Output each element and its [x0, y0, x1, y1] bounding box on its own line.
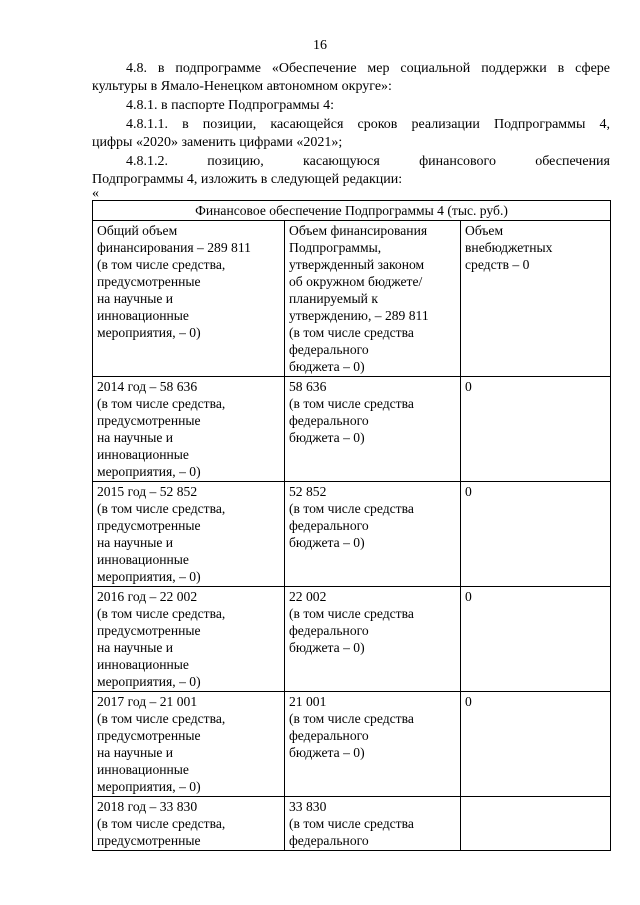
row-2017-total-cell: [93, 692, 285, 797]
cell-text-line: (в том числе средства: [289, 325, 414, 340]
table-title-row: [93, 201, 611, 221]
cell-text-line: Общий объем: [97, 223, 178, 238]
cell-text-line: об окружном бюджете/: [289, 274, 423, 289]
cell-text-line: 2018 год – 33 830: [97, 799, 198, 814]
row-2014-extrabudget-cell: [461, 377, 611, 482]
cell-text-line: федерального: [289, 413, 369, 428]
cell-text-line: Подпрограммы,: [289, 240, 382, 255]
cell-text-line: утвержденный законом: [289, 257, 425, 272]
cell-text-line: финансирования – 289 811: [97, 240, 251, 255]
cell-text-line: мероприятия, – 0): [97, 464, 201, 479]
cell-text-line: (в том числе средства,: [97, 711, 226, 726]
cell-text-line: бюджета – 0): [289, 745, 365, 760]
cell-text-line: (в том числе средства,: [97, 606, 226, 621]
cell-text-line: внебюджетных: [465, 240, 553, 255]
cell-text-line: (в том числе средства: [289, 501, 414, 516]
cell-text-line: планируемый к: [289, 291, 378, 306]
table-row: [93, 797, 611, 851]
row-2017-program-cell: [285, 692, 461, 797]
table-row: [93, 587, 611, 692]
cell-text-line: предусмотренные: [97, 728, 201, 743]
paragraph-4-8-1-1-line2: цифры «2020» заменить цифрами «2021»;: [92, 135, 343, 150]
cell-text-line: федерального: [289, 833, 369, 848]
cell-text-line: инновационные: [97, 657, 189, 672]
cell-text-line: федерального: [289, 342, 369, 357]
cell-text-line: утверждению, – 289 811: [289, 308, 429, 323]
cell-text-line: 0: [465, 694, 472, 709]
cell-text-line: (в том числе средства,: [97, 396, 226, 411]
row-2015-extrabudget-cell: [461, 482, 611, 587]
cell-text-line: на научные и: [97, 745, 174, 760]
header-total-cell: [93, 221, 285, 377]
row-2017-extrabudget-cell: [461, 692, 611, 797]
row-2018-total-cell: [93, 797, 285, 851]
cell-text-line: 2016 год – 22 002: [97, 589, 198, 604]
opening-quote: «: [92, 186, 99, 201]
cell-text-line: предусмотренные: [97, 623, 201, 638]
cell-text-line: инновационные: [97, 762, 189, 777]
table-header-row: [93, 221, 611, 377]
cell-text-line: 58 636: [289, 379, 327, 394]
cell-text-line: бюджета – 0): [289, 430, 365, 445]
cell-text-line: на научные и: [97, 291, 174, 306]
cell-text-line: мероприятия, – 0): [97, 569, 201, 584]
cell-text-line: 21 001: [289, 694, 327, 709]
table-title: Финансовое обеспечение Подпрограммы 4 (тыс. руб.): [93, 201, 611, 221]
cell-text-line: федерального: [289, 728, 369, 743]
table-row: [93, 482, 611, 587]
cell-text-line: 2017 год – 21 001: [97, 694, 198, 709]
row-2016-program-cell: [285, 587, 461, 692]
row-2018-extrabudget-cell: [461, 797, 611, 851]
row-2016-total-cell: [93, 587, 285, 692]
cell-text-line: (в том числе средства: [289, 606, 414, 621]
table-row: [93, 377, 611, 482]
financing-table: [92, 200, 611, 851]
cell-text-line: (в том числе средства,: [97, 501, 226, 516]
row-2015-total-cell: [93, 482, 285, 587]
cell-text-line: Объем: [465, 223, 504, 238]
row-2014-program-cell: [285, 377, 461, 482]
cell-text-line: 0: [465, 379, 472, 394]
paragraph-4-8-line2: культуры в Ямало-Ненецком автономном округе»:: [92, 79, 392, 94]
page-number: 16: [313, 38, 327, 53]
paragraph-4-8-1-2-line1: 4.8.1.2. позицию, касающуюся финансового обеспечения: [126, 154, 610, 169]
row-2018-program-cell: [285, 797, 461, 851]
table-row: [93, 692, 611, 797]
cell-text-line: 0: [465, 589, 472, 604]
cell-text-line: предусмотренные: [97, 413, 201, 428]
cell-text-line: (в том числе средства: [289, 396, 414, 411]
header-extrabudget-cell: [461, 221, 611, 377]
cell-text-line: федерального: [289, 518, 369, 533]
cell-text-line: предусмотренные: [97, 518, 201, 533]
cell-text-line: 0: [465, 484, 472, 499]
cell-text-line: 33 830: [289, 799, 327, 814]
cell-text-line: мероприятия, – 0): [97, 325, 201, 340]
cell-text-line: инновационные: [97, 308, 189, 323]
cell-text-line: (в том числе средства,: [97, 257, 226, 272]
row-2015-program-cell: [285, 482, 461, 587]
cell-text-line: 52 852: [289, 484, 327, 499]
cell-text-line: на научные и: [97, 640, 174, 655]
paragraph-4-8-1-1-line1: 4.8.1.1. в позиции, касающейся сроков реализации Подпрограммы 4,: [126, 117, 610, 132]
cell-text-line: (в том числе средства: [289, 816, 414, 831]
cell-text-line: (в том числе средства,: [97, 816, 226, 831]
cell-text-line: предусмотренные: [97, 274, 201, 289]
cell-text-line: на научные и: [97, 535, 174, 550]
cell-text-line: предусмотренные: [97, 833, 201, 848]
cell-text-line: на научные и: [97, 430, 174, 445]
cell-text-line: 2014 год – 58 636: [97, 379, 198, 394]
cell-text-line: бюджета – 0): [289, 535, 365, 550]
cell-text-line: Объем финансирования: [289, 223, 428, 238]
cell-text-line: (в том числе средства: [289, 711, 414, 726]
cell-text-line: 2015 год – 52 852: [97, 484, 198, 499]
cell-text-line: инновационные: [97, 447, 189, 462]
cell-text-line: бюджета – 0): [289, 359, 365, 374]
cell-text-line: бюджета – 0): [289, 640, 365, 655]
paragraph-4-8-1: 4.8.1. в паспорте Подпрограммы 4:: [126, 98, 334, 113]
paragraph-4-8-line1: 4.8. в подпрограмме «Обеспечение мер социальной поддержки в сфере: [126, 61, 610, 76]
cell-text-line: мероприятия, – 0): [97, 674, 201, 689]
cell-text-line: 22 002: [289, 589, 327, 604]
cell-text-line: инновационные: [97, 552, 189, 567]
row-2016-extrabudget-cell: [461, 587, 611, 692]
cell-text-line: средств – 0: [465, 257, 530, 272]
row-2014-total-cell: [93, 377, 285, 482]
cell-text-line: мероприятия, – 0): [97, 779, 201, 794]
header-program-cell: [285, 221, 461, 377]
paragraph-4-8-1-2-line2: Подпрограммы 4, изложить в следующей редакции:: [92, 172, 403, 187]
cell-text-line: федерального: [289, 623, 369, 638]
